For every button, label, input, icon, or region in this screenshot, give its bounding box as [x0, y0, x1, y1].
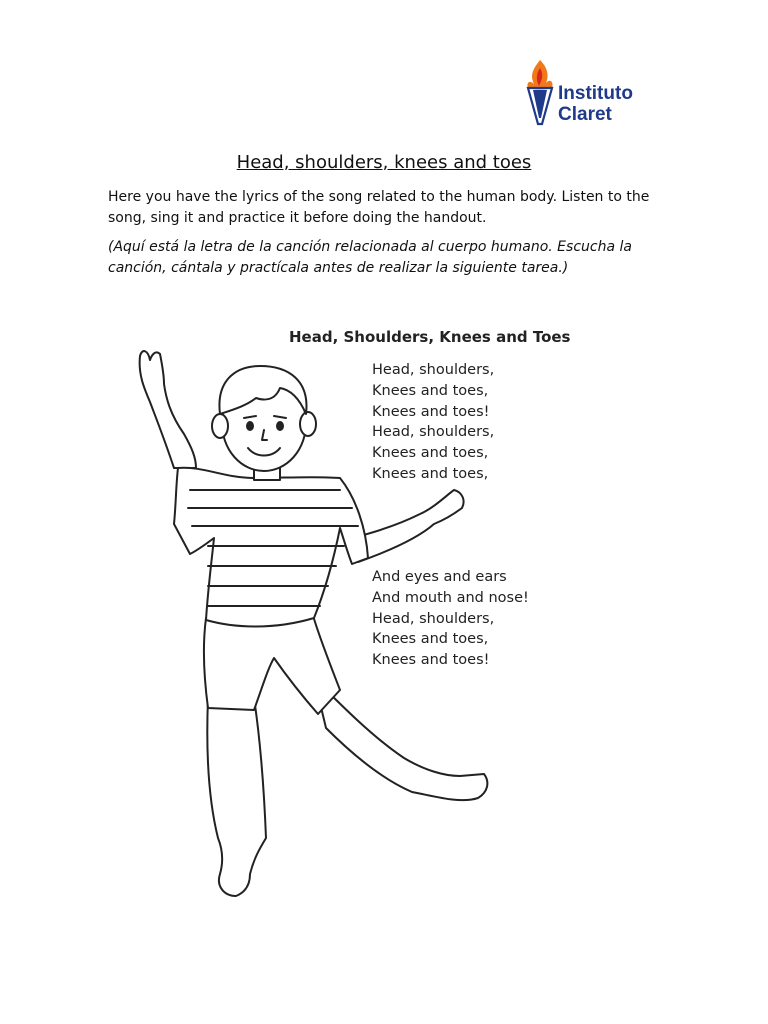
lyric-line: Head, shoulders, — [372, 362, 495, 378]
lyric-line: Head, shoulders, — [372, 610, 495, 627]
verse-2 — [372, 567, 529, 671]
logo-line-1: Instituto — [558, 83, 633, 104]
instituto-claret-logo — [522, 56, 672, 128]
lyric-line: Knees and toes, — [372, 465, 489, 482]
intro-spanish: (Aquí está la letra de la canción relacionada al cuerpo humano. Escucha la canción, cántala y practícala antes de realizar la siguiente tarea.) — [108, 239, 632, 276]
lyric-line: And eyes and ears — [372, 569, 507, 585]
logo-line-2: Claret — [558, 104, 612, 125]
verse-1 — [372, 360, 494, 485]
lyric-line: Knees and toes, — [372, 445, 489, 462]
lyric-line: Head, shoulders, — [372, 424, 495, 441]
lyric-line: Knees and toes, — [372, 382, 489, 399]
lyric-line: Knees and toes! — [372, 403, 490, 420]
song-illustration — [104, 318, 594, 908]
page-title: Head, shoulders, knees and toes — [236, 152, 532, 173]
lyric-line: And mouth and nose! — [372, 589, 529, 606]
torch-icon — [522, 56, 558, 128]
song-title: Head, Shoulders, Knees and Toes — [289, 328, 571, 346]
lyric-line: Knees and toes! — [372, 652, 490, 669]
lyric-line: Knees and toes, — [372, 631, 489, 648]
intro-english: Here you have the lyrics of the song related to the human body. Listen to the song, sing it and practice it before doing the handout. — [108, 189, 650, 226]
